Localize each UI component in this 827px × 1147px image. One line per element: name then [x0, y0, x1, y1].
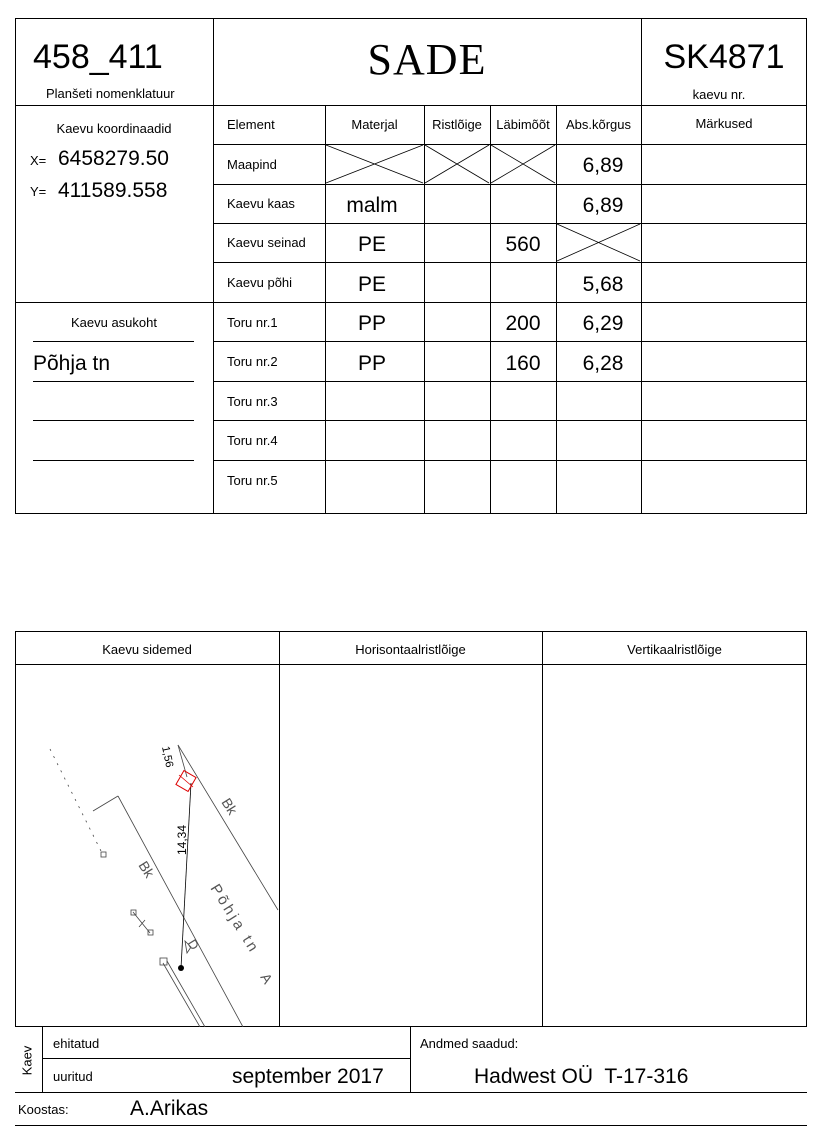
y-label: Y=	[30, 184, 47, 199]
curb-line	[163, 963, 200, 1027]
cross-out-mark	[326, 145, 423, 183]
surveyed-label: uuritud	[53, 1069, 93, 1084]
row-elevation: 6,29	[582, 312, 624, 335]
road-edge	[178, 745, 278, 910]
row-material: PE	[357, 233, 386, 256]
divider	[15, 1125, 807, 1126]
surveyed-date: september 2017	[232, 1065, 384, 1088]
row-diameter: 200	[505, 312, 541, 335]
y-value: 411589.558	[58, 179, 168, 202]
dimension-2: 14,34	[175, 824, 189, 855]
coordinates-label: Kaevu koordinaadid	[56, 121, 172, 136]
row-element: Toru nr.3	[227, 394, 278, 409]
row-elevation: 6,89	[582, 194, 624, 217]
row-material: PP	[357, 352, 386, 375]
network-type: SADE	[367, 35, 487, 84]
letter-a: A	[257, 970, 276, 987]
plansheet-number: 458_411	[33, 38, 163, 76]
row-element: Kaevu kaas	[227, 196, 295, 211]
divider	[542, 631, 543, 1027]
fence-post	[101, 852, 106, 857]
x-label: X=	[30, 153, 47, 168]
cross-out-mark	[557, 224, 640, 261]
panel-title-vertical: Vertikaalristlõige	[627, 642, 722, 657]
dimension-1: 1,56	[159, 745, 176, 769]
reference-point	[178, 965, 184, 971]
cross-out-mark	[425, 145, 489, 183]
letter-d: D	[184, 936, 203, 953]
building-edge	[93, 796, 118, 811]
location-line-1: Põhja tn	[33, 352, 111, 375]
col-header-section: Ristlõige	[432, 117, 482, 132]
measure-line	[181, 783, 191, 968]
plansheet-caption: Planšeti nomenklatuur	[46, 86, 175, 101]
x-value: 6458279.50	[58, 147, 169, 170]
panel-title-connections: Kaevu sidemed	[102, 642, 192, 657]
location-label: Kaevu asukoht	[70, 315, 157, 330]
row-elevation: 6,89	[582, 154, 624, 177]
row-material: malm	[346, 194, 398, 217]
row-material: PE	[357, 273, 386, 296]
fence-line	[50, 749, 103, 855]
row-element: Toru nr.4	[227, 433, 278, 448]
kaev-label: Kaev	[19, 1045, 35, 1076]
cross-out-marks	[0, 0, 827, 520]
row-elevation: 6,28	[582, 352, 624, 375]
label-bk: Bk	[218, 795, 241, 818]
street-label: Põhja tn	[206, 881, 263, 958]
col-header-elevation: Abs.kõrgus	[565, 117, 632, 132]
label-bk: Bk	[135, 858, 158, 881]
built-label: ehitatud	[53, 1036, 100, 1051]
divider	[279, 631, 280, 1027]
pipe-symbol-end	[148, 930, 153, 935]
compiled-label: Koostas:	[18, 1102, 69, 1117]
row-element: Maapind	[227, 157, 277, 172]
divider	[42, 1058, 410, 1059]
well-number-caption: kaevu nr.	[692, 87, 746, 102]
well-number: SK4871	[663, 38, 785, 76]
data-source-label: Andmed saadud:	[420, 1036, 519, 1051]
divider	[15, 1092, 807, 1093]
cross-out-mark	[491, 145, 555, 183]
divider	[42, 1026, 43, 1092]
row-element: Toru nr.5	[227, 473, 278, 488]
row-diameter: 160	[505, 352, 541, 375]
col-header-diameter: Läbimõõt	[496, 117, 550, 132]
data-source-value: Hadwest OÜ T-17-316	[474, 1065, 689, 1088]
connection-sketch	[15, 665, 279, 1027]
row-element: Toru nr.2	[227, 354, 278, 369]
col-header-element: Element	[227, 117, 275, 132]
row-elevation: 5,68	[582, 273, 624, 296]
row-diameter: 560	[505, 233, 541, 256]
compiled-value: A.Arikas	[130, 1097, 209, 1120]
row-element: Kaevu seinad	[227, 235, 306, 250]
divider	[410, 1026, 411, 1092]
row-material: PP	[357, 312, 386, 335]
row-element: Kaevu põhi	[227, 275, 293, 290]
well-symbol	[179, 775, 193, 787]
panel-title-horizontal: Horisontaalristlõige	[355, 642, 466, 657]
col-header-notes: Märkused	[695, 116, 753, 131]
curb-line	[167, 961, 205, 1027]
row-element: Toru nr.1	[227, 315, 278, 330]
col-header-material: Materjal	[351, 117, 398, 132]
